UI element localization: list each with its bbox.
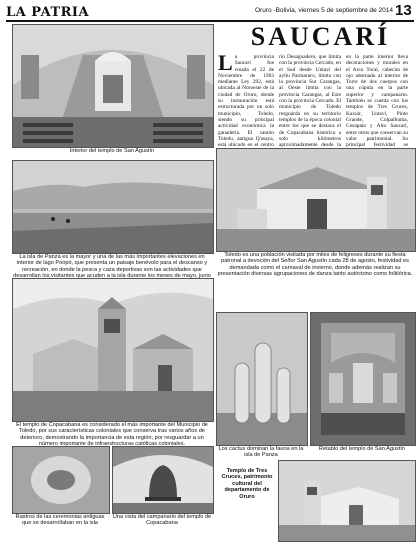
masthead: LA PATRIA <box>6 5 90 20</box>
article-column-3: en la parte interior lleva decoraciones y murales en el Arco Toral, cabecita de ojo adornado al interior de Torre de dos cuerpos con una cúpula en la parte superior y campanario. También se cuenta con los templos de Tres Cruces, Kaxuir, Untavi, Pinto Grande, Culpalhuma, Cosapata y Alto Saucarí, entre otros que conservan su valor patrimonial. Su principal festividad se <box>346 54 408 149</box>
article-column-1: La provincia Saucarí fue creada el 22 de Noviembre de 1963 mediante Ley 292, está ubicada al Noroeste de la ciudad de Oruro, donde su instauración está estructurada por un solo municipio, Toledo, siendo su principal actividad económica la ganadería. El cantón Toledo, antigua Q'asaya, está ubicado en el centro <box>218 50 274 149</box>
drop-cap: L <box>218 50 233 75</box>
photo-retablo <box>310 312 416 446</box>
caption-rastros: Rastros de las ceremonias antiguas que se desarrollaban en la isla <box>15 514 105 527</box>
photo-tres-cruces <box>278 460 416 542</box>
caption-toledo: Toledo es una población visitada por miles de feligreses durante su fiesta patronal a devoción del Señor San Agustín cada 28 de agosto, festividad es demandada como el carnaval de invierno, donde además realizan su presentación diversas agrupaciones de danza tanto autóctono como folklórica. <box>217 252 413 278</box>
photo-rastros <box>12 446 110 514</box>
caption-cactus: Los cactus dominan la fauna en la isla de Panza <box>218 446 304 459</box>
caption-tres-cruces: Templo de Tres Cruces, patrimonio cultural del departamento de Oruro <box>221 468 273 500</box>
photo-lake-poopo <box>12 160 214 254</box>
photo-church-interior <box>12 24 214 148</box>
caption-lake: La isla de Panza es la mayor y una de las más importantes elevaciones en interior de lago Poopó, que presenta un paisaje benévolo para el descanso y recreación, en donde la pesca y caza deportivas son las actividades que desarrollan los visitantes que acuden a la isla durante los meses de mayo, junio <box>13 254 211 280</box>
photo-cactus <box>216 312 308 446</box>
dateline: Oruro -Bolivia, viernes 5 de septiembre de 2014 <box>255 7 394 14</box>
caption-interior: Interior del templo de San Agustín <box>69 148 155 154</box>
caption-copacabana: El templo de Copacabana es considerado el más importante del Municipio de Toledo, por sus características coloniales que conserva tras varios años de deterioro, demostrando la importancia de esta región, por resguardar a un número importante de infraestructuras católicas coloniales. <box>16 422 208 448</box>
article-column-2: río Desaguadero, que limita con la provincia Cercado, en el Sud desde Untavi del ayllu Parmaruro, limita con la provincia Sur Carangas, al Oeste limita con la provincia Carangas, al Este con la provincia Cercado. El municipio de Toledo resguarda en su territorio templos de la época colonial entre los que se destaca el de Copacabana histórico a solo kilómetros aproximadamente desde la <box>279 54 341 149</box>
article-title: SAUCARÍ <box>250 22 391 51</box>
photo-copacabana-church <box>12 278 214 422</box>
photo-bell <box>112 446 214 514</box>
page-number: 13 <box>395 2 412 19</box>
caption-retablo: Retablo del templo de San Agustín <box>318 446 406 452</box>
photo-church-toledo <box>216 148 416 252</box>
caption-bell: Una vista del campanario del templo de Copacabana <box>112 514 212 527</box>
